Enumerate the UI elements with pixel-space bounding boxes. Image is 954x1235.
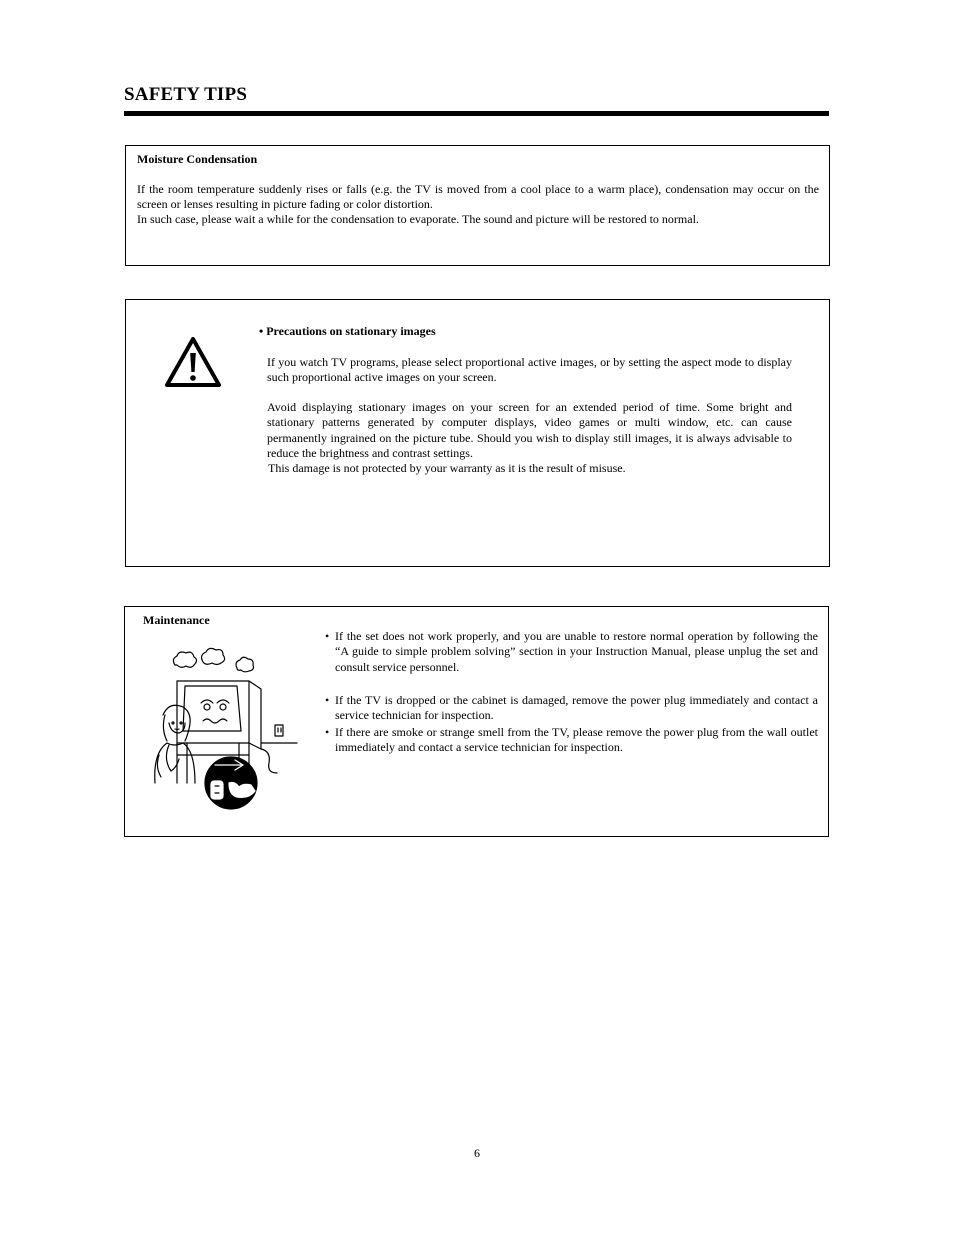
moisture-paragraph-1: If the room temperature suddenly rises or falls (e.g. the TV is moved from a cool place to a warm place), condensation may occur on the screen or lenses resulting in picture fading or color distortion. [137, 182, 819, 212]
moisture-condensation-box [125, 145, 830, 266]
stationary-paragraph-1: If you watch TV programs, please select proportional active images, or by setting the aspect mode to display such proportional active images on your screen. [267, 355, 792, 385]
maintenance-item-2 [325, 693, 818, 724]
maintenance-item-3-text: If there are smoke or strange smell from the TV, please remove the power plug from the wall outlet immediately and contact a service technician for inspection. [335, 725, 818, 755]
stationary-bullet: • [259, 324, 264, 338]
page-title: SAFETY TIPS [124, 84, 248, 105]
maintenance-bullet-3: • [325, 725, 330, 739]
stationary-paragraph-2: Avoid displaying stationary images on your screen for an extended period of time. Some bright and stationary patterns generated by computer displays, video games or multi window, etc. can cause permanently ingrained on the picture tube. Should you wish to display still images, it is always advisable to reduce the brightness and contrast settings. [267, 400, 792, 460]
maintenance-bullet-2: • [325, 693, 330, 707]
smoking-tv-unplug-illustration [151, 643, 299, 813]
moisture-condensation-title: Moisture Condensation [137, 152, 258, 166]
maintenance-title: Maintenance [143, 613, 210, 627]
maintenance-item-2-text: If the TV is dropped or the cabinet is damaged, remove the power plug immediately and contact a service technician for inspection. [335, 693, 818, 723]
page-number: 6 [474, 1146, 480, 1160]
stationary-paragraph-3: This damage is not protected by your warranty as it is the result of misuse. [268, 461, 626, 475]
maintenance-box [124, 606, 829, 837]
title-rule [124, 111, 829, 116]
maintenance-item-1 [325, 629, 818, 675]
moisture-paragraph-2: In such case, please wait a while for the condensation to evaporate. The sound and picture will be restored to normal. [137, 212, 699, 226]
maintenance-bullet-1: • [325, 629, 330, 643]
stationary-images-title [259, 324, 436, 339]
maintenance-item-1-text: If the set does not work properly, and you are unable to restore normal operation by following the “A guide to simple problem solving” section in your Instruction Manual, please unplug the set and consult service personnel. [335, 629, 818, 674]
warning-triangle-icon [164, 336, 222, 388]
maintenance-item-3 [325, 725, 818, 756]
stationary-images-box [125, 299, 830, 567]
stationary-title-text: Precautions on stationary images [266, 324, 436, 338]
